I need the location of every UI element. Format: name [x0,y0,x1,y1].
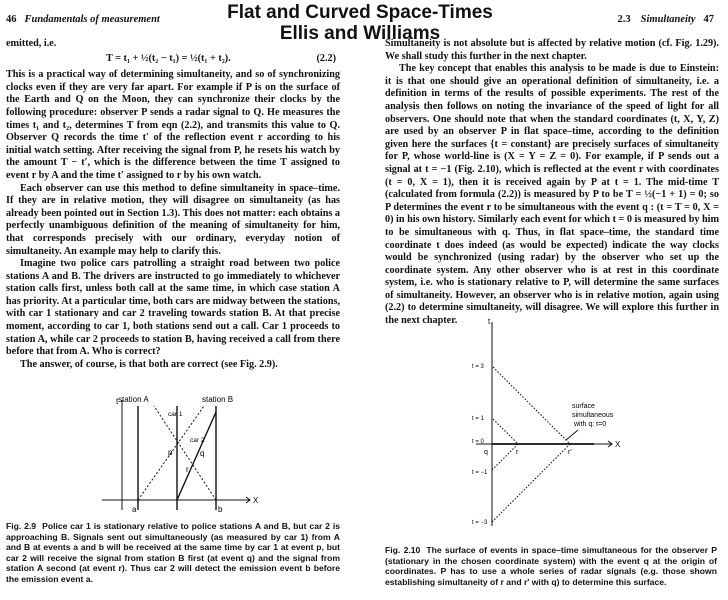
right-section-number: 2.3 [617,14,631,25]
event-r-label: r [516,449,519,456]
annotation-with-q: with q: t=0 [574,421,607,428]
left-column-text [6,38,340,371]
figure-2-10-label: Fig. 2.10 [385,545,421,555]
figure-2-9-diagram [96,392,286,520]
figure-2-10-diagram [470,316,650,530]
event-q-label: q [200,449,205,458]
figure-2-10-caption [385,545,717,587]
car-1-label: car 1 [168,411,183,418]
station-a-label: station A [118,395,149,404]
equation-text: T = t₁ + ½(t₂ − t₁) = ½(t₁ + t₂). [106,52,231,64]
t1-label: t = 1 [472,416,484,422]
tm1-label: t = −1 [472,470,488,476]
figure-2-9-caption-text: Police car 1 is stationary relative to police stations A and B, but car 2 is approaching B. Signals sent out simultaneously (as measured by car 1) from A and B at events a and b will be received at the same time by car 1 at event p, but car 2 will receive the signal from station B first (at event q) and the signal from station A second (at event r). Thus car 2 will detect the emission event b before the emission event a. [6,521,340,584]
t3-label: t = 3 [472,364,484,370]
figure-2-9-label: Fig. 2.9 [6,521,37,531]
paragraph: Each observer can use this method to define simultaneity in space–time. If they are in relative motion, they will disagree on simultaneity (as has already been pointed out in Section 1.3). This does not matter: each obtains a perfectly unambiguous definition of the meaning of simultaneity for him, that corresponds precisely with our ordinary, everyday notion of simultaneity. An example may help to clarify this. [6,182,340,257]
event-b-label: b [218,505,223,514]
right-column-text [385,38,719,328]
x-axis-label: X [253,496,259,505]
event-r-label: r [186,465,189,474]
lead-line: emitted, i.e. [6,38,57,49]
left-page-header [6,14,160,25]
overlay-title-line-2: Ellis and Williams [279,23,441,44]
event-a-label: a [132,505,137,514]
event-p-label: p [168,448,173,457]
overlay-title-line-1: Flat and Curved Space-Times [227,2,493,23]
event-r-prime-label: r′ [568,449,572,456]
station-b-label: station B [202,395,234,404]
figure-2-10-caption-text: The surface of events in space–time simultaneous for the observer P (stationary in the chosen coordinate system) with the event q at the origin of coordinates. P has to use a whole series of radar signals (e.g. those shown establishing simultaneity of r and r′ with q) to determine this surface. [385,545,717,587]
equation-number: (2.2) [316,52,336,64]
equation-2-2 [6,53,340,66]
annotation-simultaneous: simultaneous [572,412,614,419]
left-running-title: Fundamentals of measurement [24,14,160,25]
t0-label: t = 0 [472,439,484,445]
tm3-label: t = −3 [472,520,488,526]
paragraph: The answer, of course, is that both are correct (see Fig. 2.9). [20,358,278,370]
t-axis-label: t [116,397,119,406]
paragraph: This is a practical way of determining simultaneity, and so of synchronizing clocks even if they are very far apart. For example if P is on the surface of the Earth and Q on the Moon, they can synchronize their clocks by the following procedure: observer P sends a radar signal to Q. He measures the times t₁ and t₂, determines T from eqn (2.2), and transmits this value to Q. Observer Q records the time t′ of the reflection event r according to his initial watch setting. After receiving the signal from P, he resets his watch by the amount T − t′, which is the difference between the time T assigned to event r by A and the time t′ assigned to r by his own watch. [6,69,340,181]
t-axis-label: t [488,317,491,326]
right-running-title: Simultaneity [640,14,696,25]
paragraph: Imagine two police cars patrolling a straight road between two police stations A and B. The drivers are instructed to go immediately to whichever station calls first, unless both call at the same time, in which case station A has priority. At a particular time, both cars are midway between the stations, with car 1 stationary and car 2 traveling towards station B. At that precise moment, according to car 1, both stations send out a call. Car 1 proceeds to station A, while car 2 proceeds to station B, having received a call from there before that from A. Who is correct? [6,258,340,358]
paragraph: The key concept that enables this analysis to be made is due to Einstein: it is that one should give an operational definition of simultaneity, i.e. a definition in terms of the results of possible experiments. The rest of the analysis then follows on noting the invariance of the speed of light for all observers. One should note that when the standard coordinates (t, X, Y, Z) are used by an observer P in flat space–time, according to the definition given here the surfaces {t = constant} are precisely surfaces of simultaneity for P, whose world-line is (X = Y = Z = 0). For example, if P sends out a signal at t = −1 (Fig. 2.10), which is reflected at the event r with coordinates (t = 0, X = 1), then it is received again by P at t = 1. The mid-time T (calculated from formula (2.2)) is measured by P to be T = ½(−1 + 1) = 0; so P determines the event r to be simultaneous with the event q : (t = T = 0, X = 0) in his own history. Similarly each event for which t = 0 is measured by him to be simultaneous with q. Thus, in flat space–time, the standard time coordinate t does indeed (as would be expected) indicate the way clocks would be synchronized (using radar) by the observer who set up the coordinate system. Any other observer who is at rest in this coordinate system, i.e. who is stationary relative to P, will determine the same surfaces of simultaneity. However, an observer who is in relative motion, again using (2.2) to determine simultaneity, will disagree. We will explore this further in the next chapter. [385,63,719,327]
car-2-label: car 2 [190,437,205,444]
right-page-header [618,14,714,25]
left-page-number: 46 [6,14,17,25]
x-axis-label: X [615,440,621,449]
figure-2-9-caption [6,521,340,585]
signal-b [154,406,216,500]
annotation-pointer [566,430,578,440]
right-page-number: 47 [703,14,714,25]
event-q-label: q [484,449,488,456]
car-2-worldline [177,412,216,500]
annotation-surface: surface [572,403,595,410]
paragraph: Simultaneity is not absolute but is affected by relative motion (cf. Fig. 1.29). We shall study this further in the next chapter. [385,38,719,62]
